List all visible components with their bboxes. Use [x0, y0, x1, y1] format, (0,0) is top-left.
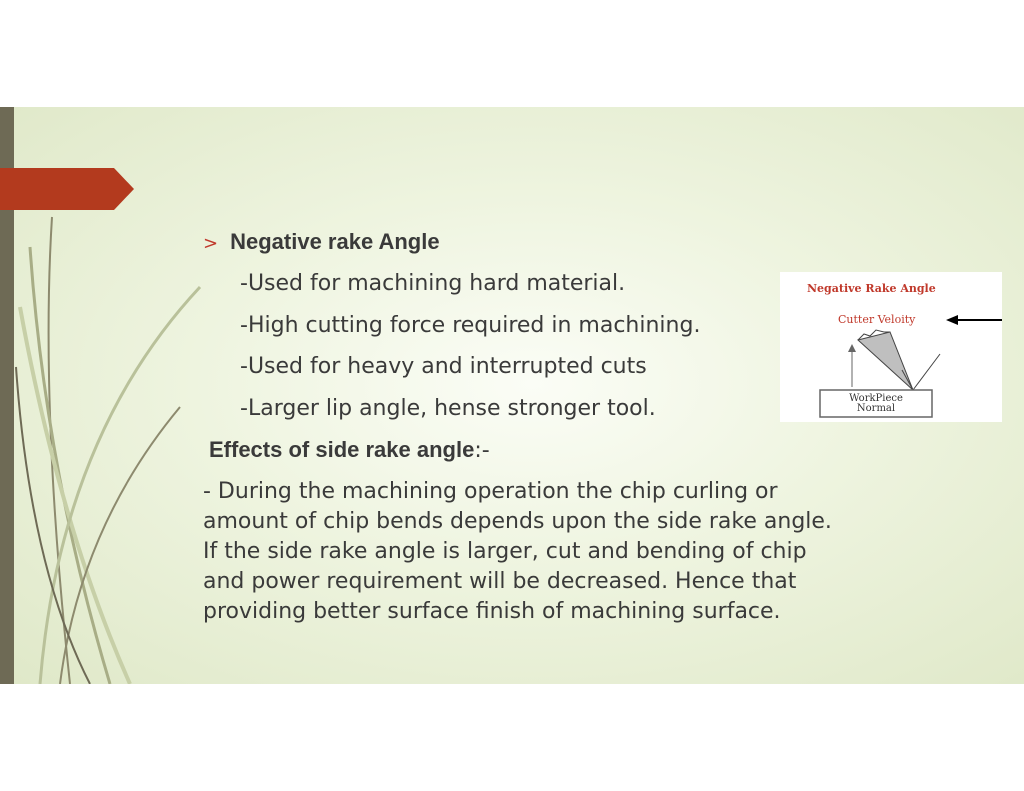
point-item [240, 354, 647, 380]
paragraph-line: amount of chip bends depends upon the side rake angle. [203, 509, 832, 534]
paragraph-line: If the side rake angle is larger, cut and bending of chip [203, 539, 807, 564]
point-dash: - [240, 354, 248, 379]
point-dash: - [240, 396, 248, 421]
effects-suffix: :- [474, 438, 490, 463]
bullet-chevron-icon: > [203, 233, 219, 254]
normal-label: Normal [856, 403, 896, 414]
point-dash: - [240, 313, 248, 338]
workpiece-label: WorkPiece [849, 393, 903, 404]
point-text: High cutting force required in machining. [247, 313, 701, 338]
figure-velocity-label: Cutter Veloity [838, 313, 916, 326]
point-dash: - [240, 271, 248, 296]
effects-title: Effects of side rake angle [209, 437, 475, 462]
heading-line [203, 229, 440, 257]
paragraph-line: and power requirement will be decreased. Hence that [203, 569, 797, 594]
point-text: Used for heavy and interrupted cuts [247, 354, 647, 379]
point-text: Used for machining hard material. [247, 271, 626, 296]
paragraph-line: - During the machining operation the chip curling or [203, 479, 778, 504]
slide-content [0, 107, 1024, 684]
figure-title: Negative Rake Angle [807, 282, 936, 295]
rake-angle-diagram [780, 272, 1002, 422]
cutter-tool-shape [858, 332, 913, 390]
slide [0, 107, 1024, 684]
point-text: Larger lip angle, hense stronger tool. [247, 396, 656, 421]
point-item [240, 313, 700, 339]
effects-heading [209, 437, 490, 464]
rake-reference-line [913, 354, 940, 390]
normal-arrowhead-icon [848, 344, 856, 352]
point-item [240, 396, 656, 422]
negative-rake-angle-figure [780, 272, 1002, 422]
paragraph-line: providing better surface finish of machining surface. [203, 599, 781, 624]
point-item [240, 271, 625, 297]
effects-paragraph [203, 477, 923, 627]
heading-title: Negative rake Angle [230, 229, 440, 254]
velocity-arrowhead-icon [946, 315, 958, 325]
